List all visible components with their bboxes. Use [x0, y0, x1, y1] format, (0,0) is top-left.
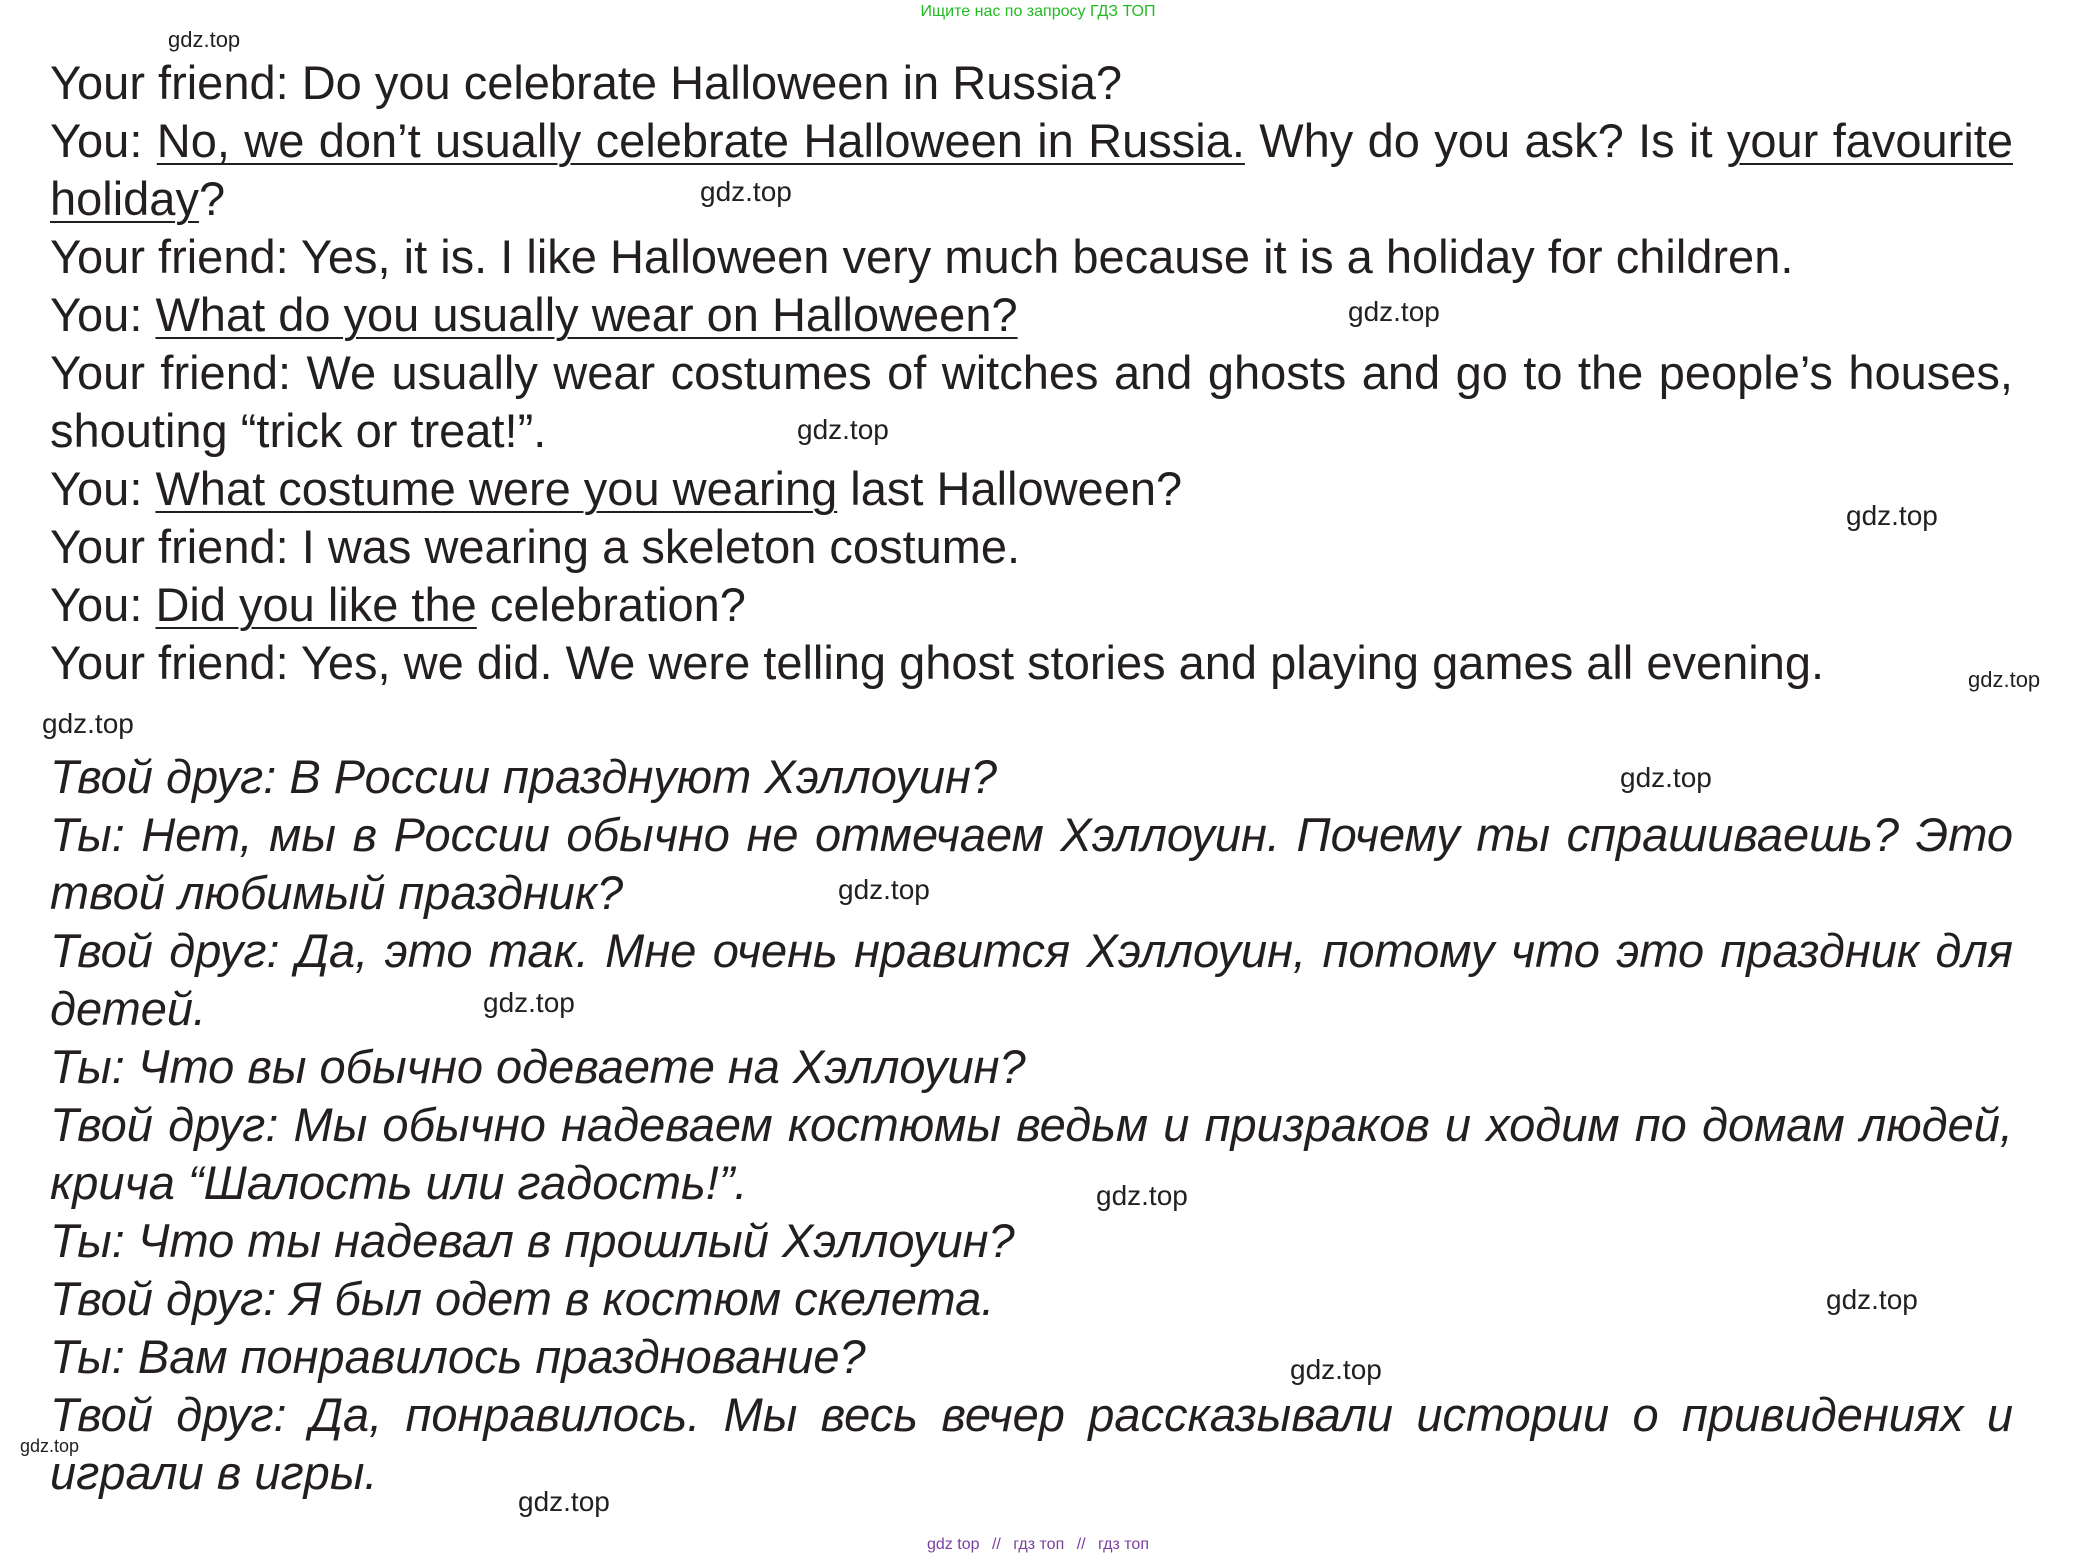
- answer-text: Did you like the: [155, 578, 477, 631]
- translation-line: Твой друг: Я был одет в костюм скелета.: [50, 1272, 995, 1325]
- watermark: gdz.top: [42, 708, 134, 739]
- watermark: gdz.top: [483, 987, 575, 1018]
- footer: [0, 1536, 2076, 1554]
- dialogue-text: Why do you ask? Is it: [1244, 114, 1727, 167]
- footer-link[interactable]: гдз топ: [1013, 1536, 1065, 1553]
- footer-link[interactable]: gdz top: [927, 1536, 980, 1553]
- watermark: gdz.top: [797, 414, 889, 445]
- russian-dialogue: [50, 748, 2013, 1502]
- answer-text: What costume were you wearing: [155, 462, 838, 515]
- dialogue-line: [50, 112, 2013, 228]
- watermark: gdz.top: [1620, 762, 1712, 793]
- dialogue-line: [50, 228, 2013, 286]
- dialogue-line: [50, 518, 2013, 576]
- dialogue-text: last Halloween?: [837, 462, 1183, 515]
- footer-link[interactable]: гдз топ: [1098, 1536, 1149, 1553]
- translation-line: Твой друг: Да, понравилось. Мы весь вечер рассказывали истории о привидениях и играли в игры.: [50, 1388, 2013, 1499]
- speaker-label: Your friend:: [50, 636, 289, 689]
- dialogue-line: [50, 344, 2013, 460]
- speaker-label: Your friend:: [50, 346, 292, 399]
- answer-text: What do you usually wear on Halloween?: [155, 288, 1018, 341]
- footer-separator: //: [1076, 1536, 1086, 1553]
- watermark: gdz.top: [1846, 500, 1938, 531]
- top-banner: Ищите нас по запросу ГДЗ ТОП: [920, 3, 1156, 20]
- dialogue-text: Yes, it is. I like Halloween very much because it is a holiday for children.: [288, 230, 1794, 283]
- watermark: gdz.top: [1290, 1354, 1382, 1385]
- dialogue-text: We usually wear costumes of witches and ghosts and go to the people’s houses, shouting “trick or treat!”.: [50, 346, 2013, 457]
- english-dialogue: [50, 54, 2013, 692]
- footer-separator: //: [991, 1536, 1001, 1553]
- watermark: gdz.top: [1968, 667, 2041, 692]
- translation-line: Ты: Что ты надевал в прошлый Хэллоуин?: [50, 1214, 1015, 1267]
- translation-line: Ты: Вам понравилось празднование?: [50, 1330, 866, 1383]
- translation-line: Твой друг: Мы обычно надеваем костюмы ведьм и призраков и ходим по домам людей, крича “Шалость или гадость!”.: [50, 1098, 2013, 1209]
- dialogue-line: [50, 286, 2013, 344]
- answer-text: No, we don’t usually celebrate Halloween in Russia.: [156, 114, 1245, 167]
- dialogue-line: [50, 576, 2013, 634]
- speaker-label: Your friend:: [50, 520, 289, 573]
- speaker-label: You:: [50, 578, 143, 631]
- dialogue-text: [142, 578, 155, 631]
- watermark: gdz.top: [700, 176, 792, 207]
- dialogue-text: [142, 288, 155, 341]
- dialogue-text: celebration?: [476, 578, 746, 631]
- translation-line: Твой друг: В России празднуют Хэллоуин?: [50, 750, 998, 803]
- speaker-label: You:: [50, 462, 143, 515]
- translation-line: Ты: Что вы обычно одеваете на Хэллоуин?: [50, 1040, 1026, 1093]
- translation-line: Твой друг: Да, это так. Мне очень нравится Хэллоуин, потому что это праздник для детей.: [50, 924, 2013, 1035]
- dialogue-text: ?: [198, 172, 226, 225]
- dialogue-line: [50, 634, 2013, 692]
- dialogue-line: [50, 54, 2013, 112]
- speaker-label: You:: [50, 288, 143, 341]
- watermark: gdz.top: [1348, 296, 1440, 327]
- speaker-label: Your friend:: [50, 56, 289, 109]
- watermark: gdz.top: [1826, 1284, 1918, 1315]
- dialogue-text: [142, 462, 155, 515]
- dialogue-text: [142, 114, 156, 167]
- translation-line: Ты: Нет, мы в России обычно не отмечаем Хэллоуин. Почему ты спрашиваешь? Это твой любимый праздник?: [50, 808, 2013, 919]
- watermark: gdz.top: [838, 874, 930, 905]
- watermark: gdz.top: [168, 27, 241, 52]
- answer-text: your favourite holiday: [50, 114, 2013, 225]
- watermark: gdz.top: [20, 1436, 80, 1456]
- dialogue-text: Do you celebrate Halloween in Russia?: [288, 56, 1123, 109]
- dialogue-line: [50, 460, 2013, 518]
- watermark: gdz.top: [518, 1486, 610, 1517]
- speaker-label: You:: [50, 114, 143, 167]
- watermark: gdz.top: [1096, 1180, 1188, 1211]
- speaker-label: Your friend:: [50, 230, 289, 283]
- dialogue-text: Yes, we did. We were telling ghost stories and playing games all evening.: [288, 636, 1825, 689]
- dialogue-text: I was wearing a skeleton costume.: [288, 520, 1021, 573]
